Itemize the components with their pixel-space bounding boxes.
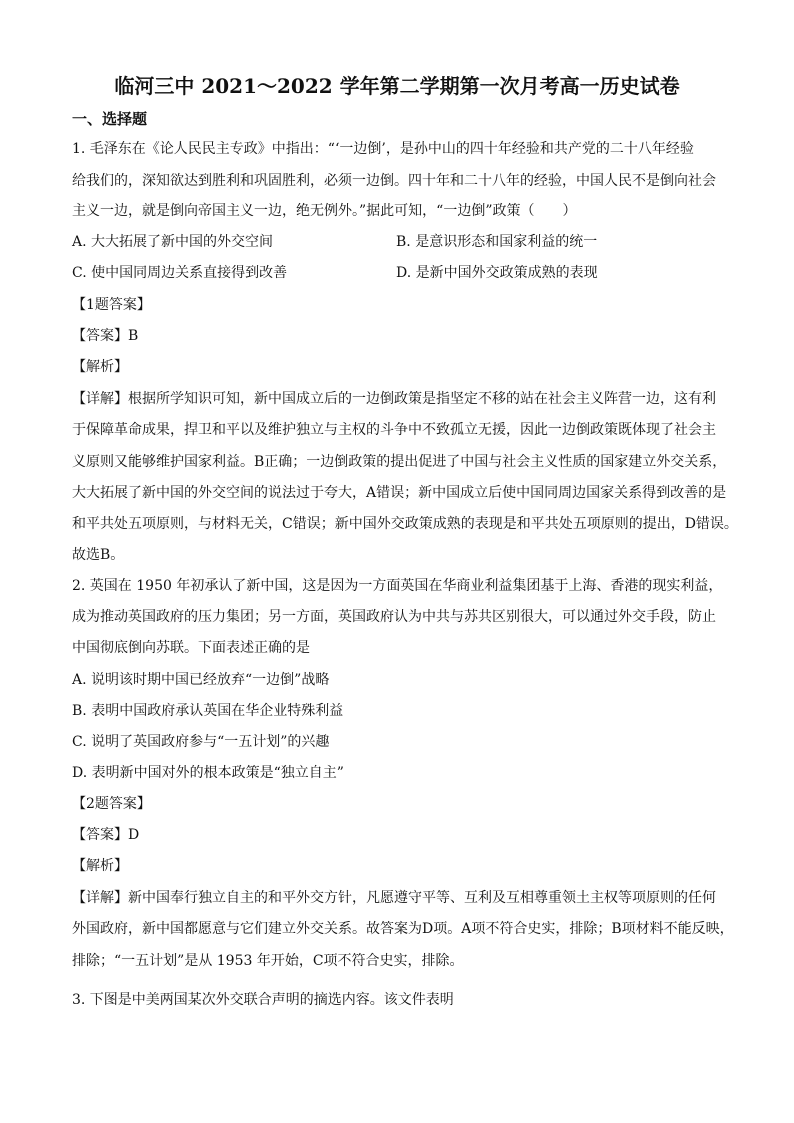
detail-line: 外国政府，新中国都愿意与它们建立外交关系。故答案为D项。A项不符合史实，排除；B项材料不能反映，	[72, 921, 734, 937]
question-stem-line: 给我们的，深知欲达到胜利和巩固胜利，必须一边倒。四十年和二十八年的经验，中国人民不是倒向社会	[72, 173, 716, 189]
detail-line: 于保障革命成果，捍卫和平以及维护独立与主权的斗争中不致孤立无援，因此一边倒政策既体现了社会主	[72, 422, 716, 438]
question-stem-line: 1. 毛泽东在《论人民民主专政》中指出：“‘一边倒’，是孙中山的四十年经验和共产党的二十八年经验	[72, 141, 694, 157]
option-c: C. 说明了英国政府参与“一五计划”的兴趣	[72, 734, 330, 750]
question-3-stem: 3. 下图是中美两国某次外交联合声明的摘选内容。该文件表明	[72, 992, 454, 1008]
option-b: B. 表明中国政府承认英国在华企业特殊利益	[72, 703, 344, 719]
answer-header: 【2题答案】	[72, 796, 151, 812]
question-stem-line: 主义一边，就是倒向帝国主义一边，绝无例外。”据此可知，“一边倒”政策（ ）	[72, 203, 577, 219]
detail-line: 排除；“一五计划”是从 1953 年开始，C项不符合史实，排除。	[72, 953, 464, 969]
option-a: A. 大大拓展了新中国的外交空间	[72, 234, 274, 250]
question-stem-line: 中国彻底倒向苏联。下面表述正确的是	[72, 640, 310, 656]
option-b: B. 是意识形态和国家利益的统一	[396, 234, 598, 250]
option-c: C. 使中国同周边关系直接得到改善	[72, 265, 288, 281]
detail-line: 故选B。	[72, 547, 125, 563]
detail-line: 【详解】新中国奉行独立自主的和平外交方针，凡愿遵守平等、互利及互相尊重领土主权等项原则的任何	[72, 890, 716, 906]
detail-line: 义原则又能够维护国家利益。B正确；一边倒政策的提出促进了中国与社会主义性质的国家建立外交关系，	[72, 454, 727, 470]
option-d: D. 是新中国外交政策成熟的表现	[396, 265, 598, 281]
answer-header: 【1题答案】	[72, 297, 151, 313]
detail-line: 【详解】根据所学知识可知，新中国成立后的一边倒政策是指坚定不移的站在社会主义阵营一边，这有利	[72, 391, 716, 407]
question-stem-line: 成为推动英国政府的压力集团；另一方面，英国政府认为中共与苏共区别很大，可以通过外交手段，防止	[72, 609, 716, 625]
analysis-label: 【解析】	[72, 858, 128, 874]
analysis-label: 【解析】	[72, 359, 128, 375]
answer: 【答案】B	[72, 328, 139, 344]
option-d: D. 表明新中国对外的根本政策是“独立自主”	[72, 765, 344, 781]
option-a: A. 说明该时期中国已经放弃“一边倒”战略	[72, 672, 330, 688]
section-heading: 一、选择题	[72, 110, 148, 128]
detail-line: 大大拓展了新中国的外交空间的说法过于夸大，A错误；新中国成立后使中国同周边国家关系得到改善的是	[72, 485, 727, 501]
detail-line: 和平共处五项原则，与材料无关，C错误；新中国外交政策成熟的表现是和平共处五项原则的提出，D错误。	[72, 516, 738, 532]
question-stem-line: 2. 英国在 1950 年初承认了新中国，这是因为一方面英国在华商业利益集团基于上海、香港的现实利益，	[72, 578, 723, 594]
exam-title: 临河三中 2021～2022 学年第二学期第一次月考高一历史试卷	[114, 74, 680, 98]
answer: 【答案】D	[72, 827, 140, 843]
